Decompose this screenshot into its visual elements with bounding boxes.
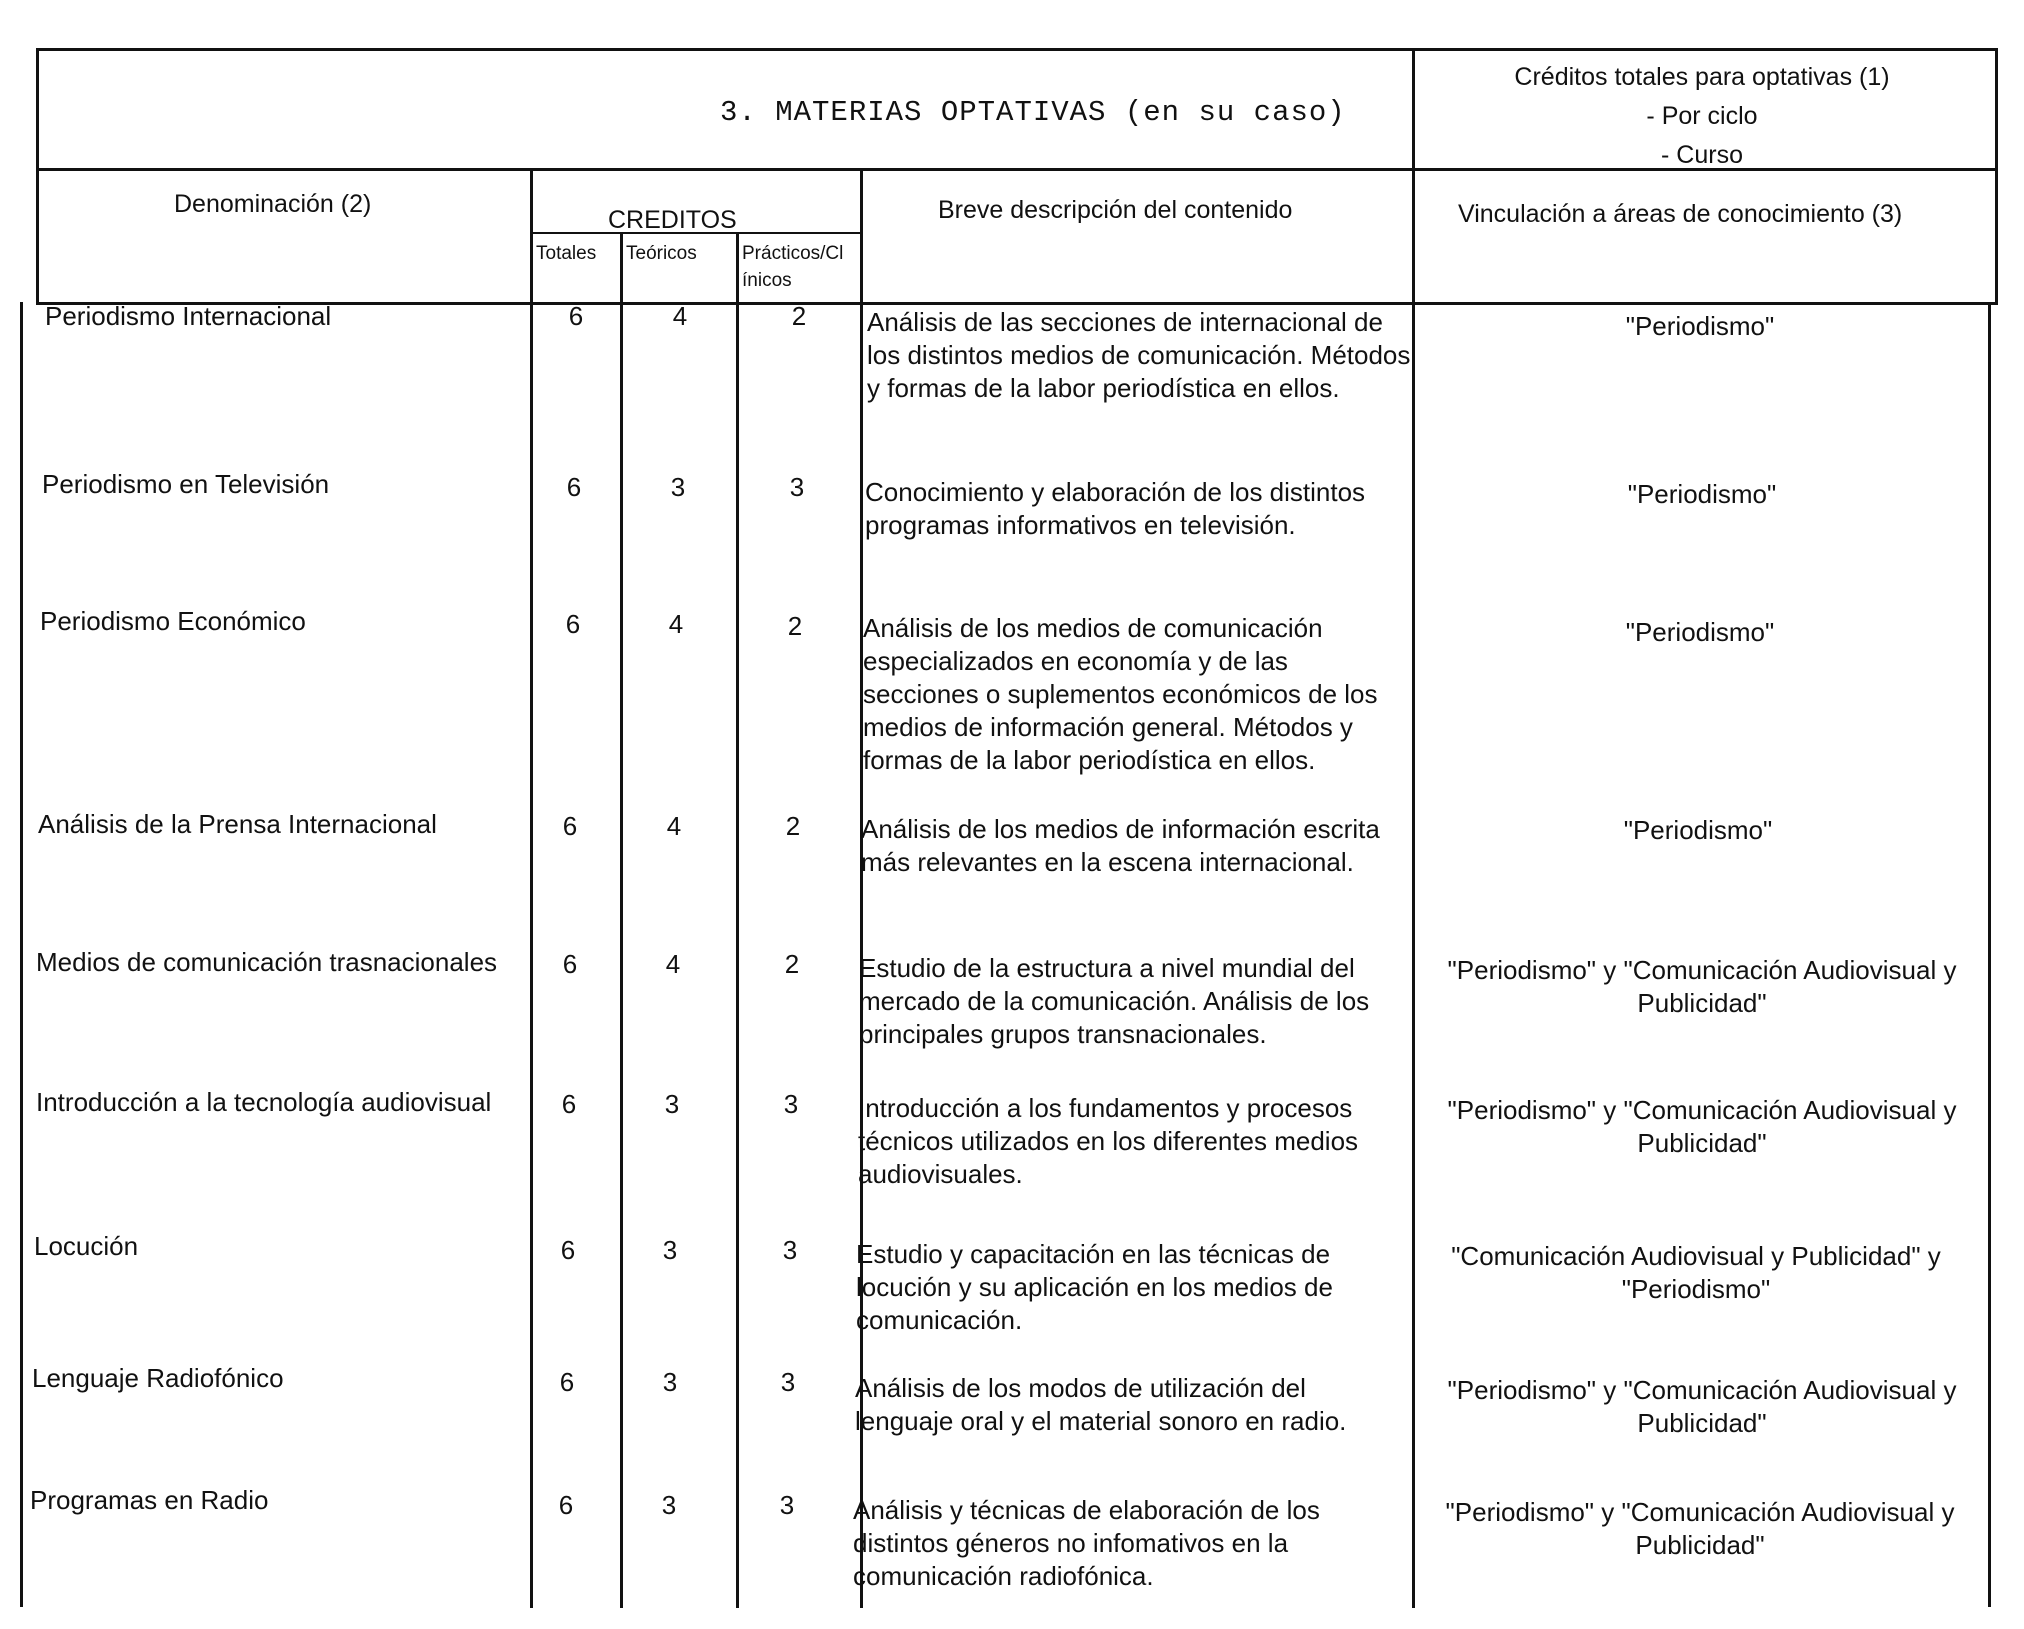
row-descripcion: Introducción a los fundamentos y procesos técnicos utilizados en los diferentes medios audiovisuales.: [858, 1093, 1359, 1189]
row-descripcion: Estudio de la estructura a nivel mundial del mercado de la comunicación. Análisis de los principales grupos transnacionales.: [859, 953, 1370, 1049]
row-vinculacion: "Periodismo" y "Comunicación Audiovisual y Publicidad": [1447, 1095, 1957, 1158]
creditos-por-ciclo: - Por ciclo: [1646, 102, 1758, 130]
row-name: Locución: [34, 1231, 139, 1261]
row-vinculacion: "Periodismo": [1627, 479, 1777, 509]
col-divider-denominacion: [530, 168, 533, 1608]
row-name: Periodismo Económico: [40, 606, 306, 636]
creditos-totales-heading: Créditos totales para optativas (1): [1514, 63, 1890, 91]
row-totales: 6: [559, 1367, 575, 1397]
row-descripcion: Estudio y capacitación en las técnicas de locución y su aplicación en los medios de comunicación.: [856, 1239, 1333, 1335]
row-vinculacion: "Periodismo" y "Comunicación Audiovisual y Publicidad": [1447, 955, 1957, 1018]
row-totales: 6: [562, 949, 578, 979]
row-teoricos: 3: [670, 472, 686, 502]
row-practicos: 3: [783, 1089, 799, 1119]
left-border-lower: [20, 302, 23, 1607]
row-vinculacion: "Periodismo" y "Comunicación Audiovisual y Publicidad": [1447, 1375, 1957, 1438]
row-totales: 6: [560, 1235, 576, 1265]
row-name: Medios de comunicación trasnacionales: [36, 947, 498, 977]
creditos-curso: - Curso: [1661, 141, 1743, 169]
row-name: Análisis de la Prensa Internacional: [38, 809, 437, 839]
col-divider-totales: [620, 233, 623, 1608]
row-vinculacion: "Periodismo" y "Comunicación Audiovisual y Publicidad": [1445, 1497, 1955, 1560]
header-descripcion: Breve descripción del contenido: [938, 196, 1293, 224]
row-descripcion: Análisis de los medios de información escrita más relevantes en la escena internacional.: [861, 814, 1380, 877]
row-practicos: 2: [787, 611, 803, 641]
left-border: [36, 48, 39, 305]
row-vinculacion: "Periodismo": [1625, 617, 1775, 647]
row-teoricos: 4: [668, 609, 684, 639]
row-totales: 6: [568, 301, 584, 331]
row-teoricos: 3: [661, 1490, 677, 1520]
row-descripcion: Conocimiento y elaboración de los distintos programas informativos en televisión.: [865, 477, 1366, 540]
header-creditos: CREDITOS: [608, 206, 737, 234]
row-name: Introducción a la tecnología audiovisual: [36, 1087, 492, 1117]
row-descripcion: Análisis de los modos de utilización del lenguaje oral y el material sonoro en radio.: [855, 1373, 1347, 1436]
subheader-divider: [38, 302, 1998, 305]
row-name: Lenguaje Radiofónico: [32, 1363, 284, 1393]
row-name: Programas en Radio: [30, 1485, 269, 1515]
row-practicos: 2: [785, 811, 801, 841]
row-totales: 6: [561, 1089, 577, 1119]
row-teoricos: 3: [662, 1235, 678, 1265]
row-descripcion: Análisis y técnicas de elaboración de los distintos géneros no infomativos en la comunicación radiofónica.: [853, 1495, 1320, 1591]
row-vinculacion: "Periodismo": [1625, 311, 1775, 341]
header-practicos-line2: ínicos: [742, 270, 792, 291]
header-totales: Totales: [536, 243, 597, 264]
row-practicos: 2: [784, 949, 800, 979]
header-denominacion: Denominación (2): [174, 190, 372, 218]
right-border: [1995, 48, 1998, 305]
header-vinculacion: Vinculación a áreas de conocimiento (3): [1458, 200, 1903, 228]
row-name: Periodismo en Televisión: [42, 469, 330, 499]
header-practicos: [742, 240, 843, 294]
row-teoricos: 4: [672, 301, 688, 331]
row-practicos: 3: [780, 1367, 796, 1397]
row-vinculacion: "Comunicación Audiovisual y Publicidad" y "Periodismo": [1451, 1241, 1941, 1304]
row-descripcion: Análisis de las secciones de internacional de los distintos medios de comunicación. Métodos y formas de la labor periodística en ellos.: [867, 307, 1411, 403]
row-practicos: 3: [782, 1235, 798, 1265]
section-title: 3. MATERIAS OPTATIVAS (en su caso): [720, 96, 1346, 129]
row-totales: 6: [558, 1490, 574, 1520]
row-descripcion: Análisis de los medios de comunicación especializados en economía y de las secciones o suplementos económicos de los medios de información general. Métodos y formas de la labor periodística en ellos.: [863, 613, 1378, 775]
top-border: [38, 48, 1998, 51]
row-practicos: 3: [789, 472, 805, 502]
row-name: Periodismo Internacional: [45, 301, 332, 331]
header-practicos-line1: Prácticos/Cl: [742, 243, 844, 264]
row-totales: 6: [566, 472, 582, 502]
row-teoricos: 3: [662, 1367, 678, 1397]
row-totales: 6: [562, 811, 578, 841]
row-vinculacion: "Periodismo": [1623, 815, 1773, 845]
col-divider-teoricos: [736, 233, 739, 1608]
row-teoricos: 4: [665, 949, 681, 979]
creditos-totales-box: [1412, 58, 1992, 175]
row-practicos: 3: [779, 1490, 795, 1520]
header-teoricos: Teóricos: [626, 243, 697, 264]
row-teoricos: 4: [666, 811, 682, 841]
row-teoricos: 3: [664, 1089, 680, 1119]
row-totales: 6: [565, 609, 581, 639]
row-practicos: 2: [791, 301, 807, 331]
